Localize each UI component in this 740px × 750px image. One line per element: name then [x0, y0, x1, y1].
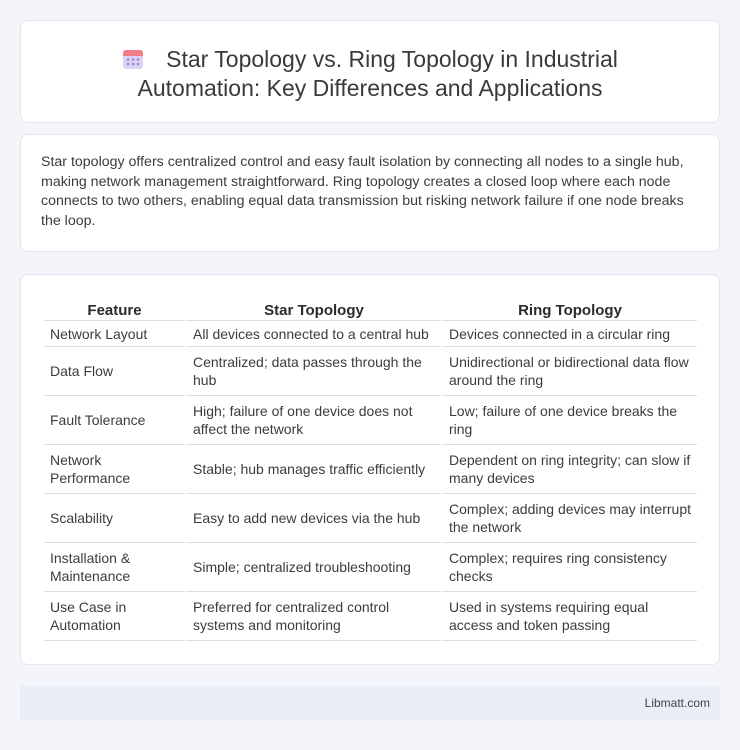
- table-row: [44, 494, 697, 543]
- title-card: [20, 20, 720, 123]
- table-header-row: [44, 296, 697, 320]
- ring-cell: Devices connected in a circular ring: [443, 320, 697, 347]
- ring-cell: Complex; requires ring consistency checks: [443, 543, 697, 592]
- feature-cell: Scalability: [44, 494, 185, 543]
- star-cell: Stable; hub manages traffic efficiently: [187, 445, 441, 494]
- feature-cell: Network Performance: [44, 445, 185, 494]
- star-cell: Simple; centralized troubleshooting: [187, 543, 441, 592]
- star-cell: All devices connected to a central hub: [187, 320, 441, 347]
- table-row: [44, 543, 697, 592]
- header-ring-topology: Ring Topology: [518, 302, 622, 319]
- table-row: [44, 445, 697, 494]
- feature-cell: Data Flow: [44, 347, 185, 396]
- footer: [20, 686, 720, 720]
- ring-cell: Unidirectional or bidirectional data flow around the ring: [443, 347, 697, 396]
- star-cell: High; failure of one device does not affect the network: [187, 396, 441, 445]
- header-feature: Feature: [87, 302, 142, 319]
- intro-card: [20, 134, 720, 252]
- feature-cell: Fault Tolerance: [44, 396, 185, 445]
- table-row: [44, 396, 697, 445]
- footer-site-link[interactable]: Libmatt.com: [644, 696, 710, 710]
- feature-cell: Use Case in Automation: [44, 592, 185, 641]
- star-cell: Easy to add new devices via the hub: [187, 494, 441, 543]
- comparison-table: [42, 296, 699, 641]
- star-cell: Centralized; data passes through the hub: [187, 347, 441, 396]
- feature-cell: Network Layout: [44, 320, 185, 347]
- comparison-card: [20, 274, 720, 665]
- intro-paragraph: Star topology offers centralized control and easy fault isolation by connecting all nodes to a single hub, making network management straightforward. Ring topology creates a closed loop where each node connects to two others, enabling equal data transmission but risking network failure if one node breaks the loop.: [41, 154, 684, 229]
- header-star-topology: Star Topology: [264, 302, 364, 319]
- ring-cell: Complex; adding devices may interrupt the network: [443, 494, 697, 543]
- ring-cell: Low; failure of one device breaks the ring: [443, 396, 697, 445]
- table-row: [44, 320, 697, 347]
- feature-cell: Installation & Maintenance: [44, 543, 185, 592]
- page-title: [21, 45, 719, 103]
- table-row: [44, 347, 697, 396]
- ring-cell: Used in systems requiring equal access and token passing: [443, 592, 697, 641]
- page-title-text: Star Topology vs. Ring Topology in Industrial Automation: Key Differences and Applications: [137, 46, 618, 101]
- star-cell: Preferred for centralized control systems and monitoring: [187, 592, 441, 641]
- calendar-icon: [122, 48, 144, 70]
- ring-cell: Dependent on ring integrity; can slow if many devices: [443, 445, 697, 494]
- table-row: [44, 592, 697, 641]
